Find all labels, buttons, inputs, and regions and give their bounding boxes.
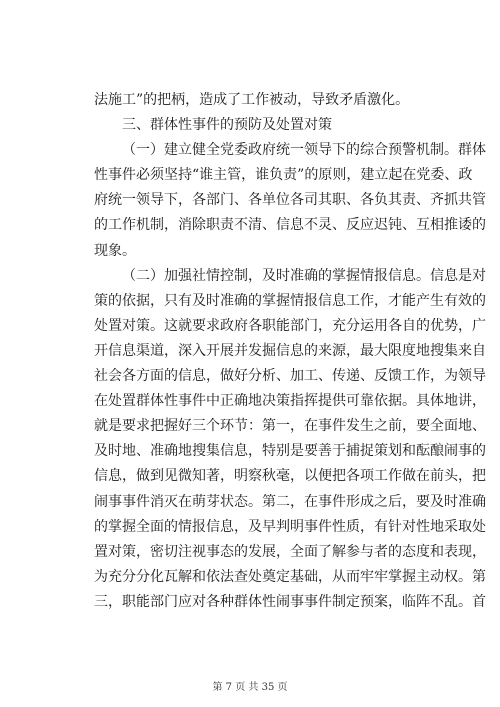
paragraph-2-line-10: 闹事事件消灭在萌芽状态。第二，在事件形成之后，要及时准确	[94, 493, 486, 510]
paragraph-2-line-9: 信息，做到见微知著，明察秋毫，以便把各项工作做在前头，把	[94, 468, 486, 485]
paragraph-2-line-12: 置对策，密切注视事态的发展，全面了解参与者的态度和表现，	[94, 543, 486, 560]
paragraph-2-line-14: 三，职能部门应对各种群体性闹事事件制定预案，临阵不乱。首	[94, 593, 486, 610]
paragraph-2-line-11: 的掌握全面的情报信息，及早判明事件性质，有针对性地采取处	[94, 518, 486, 535]
paragraph-1-line-3: 府统一领导下，各部门、各单位各司其职、各负其责、齐抓共管	[94, 192, 486, 209]
paragraph-2-line-1: （二）加强社情控制，及时准确的掌握情报信息。信息是对	[122, 267, 486, 284]
paragraph-2-line-3: 处置对策。这就要求政府各职能部门，充分运用各自的优势，广	[94, 317, 486, 334]
paragraph-2-line-4: 开信息渠道，深入开展并发掘信息的来源，最大限度地搜集来自	[94, 342, 486, 359]
paragraph-2-line-13: 为充分分化瓦解和依法查处奠定基础，从而牢牢掌握主动权。第	[94, 568, 486, 585]
text-line-1: 法施工”的把柄，造成了工作被动，导致矛盾激化。	[94, 92, 410, 108]
paragraph-1-line-5: 现象。	[94, 242, 136, 259]
paragraph-2-line-8: 及时地、准确地搜集信息，特别是要善于捕捉策划和酝酿闹事的	[94, 443, 486, 460]
paragraph-1-line-4: 的工作机制，消除职责不清、信息不灵、反应迟钝、互相推诿的	[94, 217, 486, 234]
page-number-footer: 第 7 页 共 35 页	[212, 682, 288, 693]
section-heading: 三、群体性事件的预防及处置对策	[122, 117, 332, 134]
paragraph-2-line-7: 就是要求把握好三个环节：第一，在事件发生之前，要全面地、	[94, 418, 486, 435]
paragraph-2-line-6: 在处置群体性事件中正确地决策指挥提供可靠依据。具体地讲，	[94, 393, 486, 410]
document-body	[94, 88, 486, 615]
paragraph-1-line-1: （一）建立健全党委政府统一领导下的综合预警机制。群体	[122, 142, 486, 159]
paragraph-1-line-2: 性事件必须坚持“谁主管，谁负责”的原则，建立起在党委、政	[94, 167, 473, 184]
paragraph-2-line-5: 社会各方面的信息，做好分析、加工、传递、反馈工作，为领导	[94, 368, 486, 385]
paragraph-2-line-2: 策的依据，只有及时准确的掌握情报信息工作，才能产生有效的	[94, 292, 486, 309]
